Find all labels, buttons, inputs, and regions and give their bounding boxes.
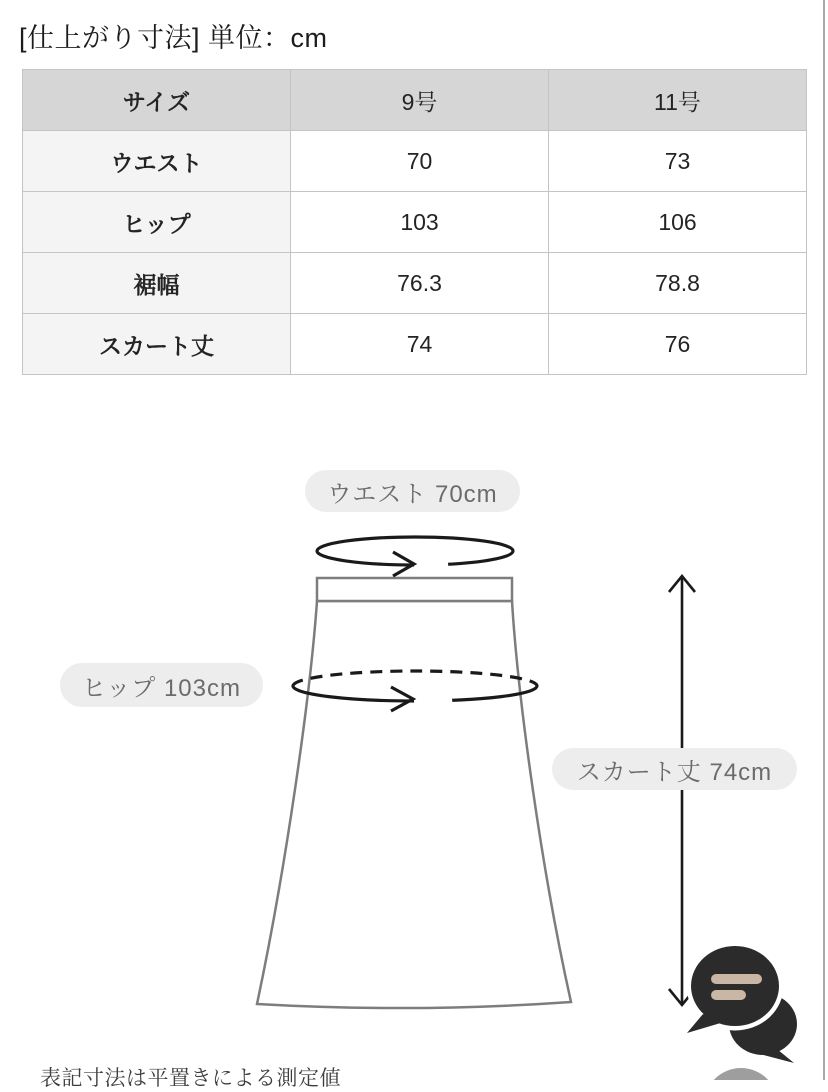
column-header-size11: 11号 bbox=[549, 70, 807, 131]
cell-hem-9: 76.3 bbox=[291, 253, 549, 314]
size-table bbox=[22, 69, 807, 375]
cell-hip-11: 106 bbox=[549, 192, 807, 253]
table-row-hip bbox=[23, 192, 807, 253]
skirt-outline bbox=[257, 601, 571, 1008]
table-header-row bbox=[23, 70, 807, 131]
row-label-skirt-length: スカート丈 bbox=[23, 314, 291, 375]
table-row-waist bbox=[23, 131, 807, 192]
chat-bubbles-icon[interactable] bbox=[687, 946, 797, 1063]
hip-label-pill: ヒップ 103cm bbox=[60, 663, 263, 707]
waist-label-pill: ウエスト 70cm bbox=[305, 470, 520, 512]
cell-length-11: 76 bbox=[549, 314, 807, 375]
measurement-footnote: 表記寸法は平置きによる測定値 bbox=[40, 1067, 341, 1090]
floating-button-partial[interactable] bbox=[704, 1068, 778, 1080]
row-label-waist: ウエスト bbox=[23, 131, 291, 192]
row-label-hip: ヒップ bbox=[23, 192, 291, 253]
row-label-hem-width: 裾幅 bbox=[23, 253, 291, 314]
column-header-size: サイズ bbox=[23, 70, 291, 131]
column-header-size9: 9号 bbox=[291, 70, 549, 131]
cell-waist-11: 73 bbox=[549, 131, 807, 192]
skirt-waistband bbox=[317, 578, 512, 601]
waist-measure-ellipse bbox=[317, 537, 513, 576]
cell-hem-11: 78.8 bbox=[549, 253, 807, 314]
cell-hip-9: 103 bbox=[291, 192, 549, 253]
skirt-length-arrow bbox=[669, 576, 695, 1005]
page-title: [仕上がり寸法] 単位：cm bbox=[19, 23, 328, 53]
cell-waist-9: 70 bbox=[291, 131, 549, 192]
cell-length-9: 74 bbox=[291, 314, 549, 375]
table-row-hem-width bbox=[23, 253, 807, 314]
skirt-length-label-pill: スカート丈 74cm bbox=[552, 748, 797, 790]
table-row-skirt-length bbox=[23, 314, 807, 375]
